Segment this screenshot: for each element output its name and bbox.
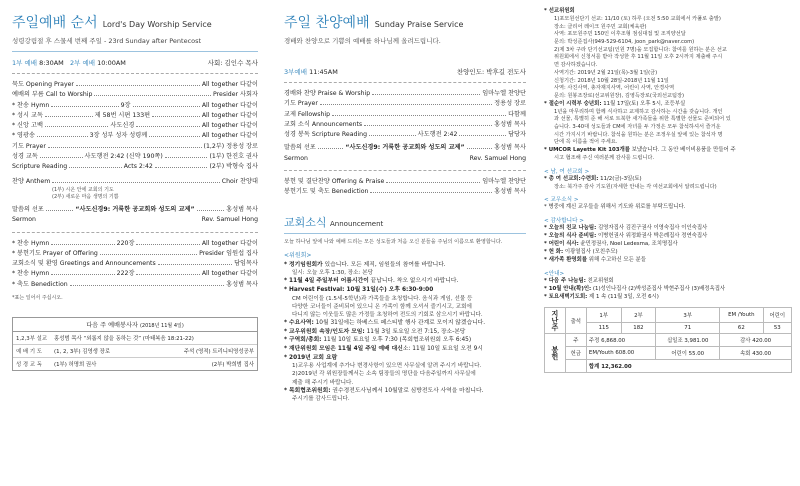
attendance-label: 출석 bbox=[565, 308, 586, 334]
news-item: * 수요사역: 10월 31일에는 하베스트 페스티발 행사 관계로 모이지 않겠습니다. bbox=[284, 320, 486, 327]
sermon-row: 말씀의 선포 “사도신경9: 거룩한 공교회와 성도의 교제” 홍성범 목사 bbox=[284, 144, 527, 152]
order-row: 봉헌기도 및 축도 Benediction 홍성범 목사 bbox=[284, 188, 526, 196]
praise-subtitle: 경배와 찬양으로 기쁨의 예배를 하나님께 올려드립니다. bbox=[284, 37, 441, 45]
category-thanks: < 감사합니다 > bbox=[544, 218, 584, 225]
news-item: * 2019년 교회 요람 bbox=[284, 354, 338, 361]
news-item: * 10월 안내(확)인: (1)성인나집사 (2)박성준집사 박현주집사 (3)배정옥집사 bbox=[544, 285, 726, 292]
item-detail: 신청기간: 2018년 10월 28일-2018년 11월 11일 bbox=[554, 77, 669, 84]
praise-service-column bbox=[274, 0, 532, 486]
news-item: * 총 여 선교회:수련회: 11/2(금)-3일(토) bbox=[544, 175, 642, 182]
news-item: * 목회협조위원회: 권수경전도사님께서 10월말로 심방전도사 사역을 마칩니다. bbox=[284, 387, 484, 394]
item-detail: 과 선물, 특별히 준 해 서로 트북한 새가족들을 위한 특별한 선물도 준비되어 있 bbox=[554, 116, 731, 123]
order-list-2 bbox=[12, 239, 258, 290]
service-2-label: 2부 예배 bbox=[69, 59, 96, 67]
item-detail: 면 감사하겠습니다. bbox=[554, 62, 598, 69]
order-row: 예배의 부름 Call to Worship Presider 사회자 bbox=[12, 91, 258, 99]
order-row: 교회 소식 Announcements 홍성범 목사 bbox=[284, 120, 526, 128]
order-row: 봉헌 및 결단찬양 Offering & Praise 임마누엘 찬양단 bbox=[284, 178, 526, 186]
news-item: * 11월 4일 주일부터 어름시간이 끝납니다. 착오 없으시기 바랍니다. bbox=[284, 278, 459, 285]
order-row: 교제 Fellowship 다함께 bbox=[284, 110, 526, 118]
service-times bbox=[12, 58, 258, 67]
news-item: * 토요새벽기도회: 제 1 속 (11월 3일, 오전 6시) bbox=[544, 293, 659, 300]
item-detail: 제출 해 주시기 바랍니다. bbox=[292, 379, 354, 386]
category-committee: <위원회> bbox=[284, 251, 312, 259]
order-row: 성경 봉독 Scripture Reading 사도행전 2:42 담당자 bbox=[284, 131, 527, 139]
praise-order-list-2 bbox=[284, 177, 526, 198]
item-detail: 장소: 북가주 감사 기도원(자세한 안내는 각 여선교회에서 알려드립니다) bbox=[554, 183, 717, 190]
announcement-lead: 오늘 하나님 앞에 나와 예배 드리는 모든 성도들과 처음 오신 분들을 주님의 이름으로 환영합니다. bbox=[284, 238, 503, 245]
praise-time: 3부예배 11:45AM 찬양인도: 박후길 전도사 bbox=[284, 68, 526, 76]
divider bbox=[12, 51, 258, 52]
attendance-offering-table: 지난주 출석 1부 2부 3부 EM /Youth 어린이 115 182 71 62 53 봉헌 주 주정 6,868.00 십일조 3,981.00 감사 420.00 헌금 EM/Youth 608.00 어린이 55.00 속회 430.00 합계 12,362.00 bbox=[544, 307, 792, 373]
mission-news bbox=[544, 8, 792, 163]
item-detail: 주시기를 감사드립니다. bbox=[292, 396, 350, 403]
announcement-title: 교회소식 Announcement bbox=[284, 215, 384, 229]
announcement-list bbox=[284, 261, 526, 404]
offering-total: 합계 12,362.00 bbox=[586, 360, 791, 373]
news-item: * 절순이 시력부 숭년회: 11월 17일(토) 오후 5시, 조등부실 bbox=[544, 100, 686, 107]
news-item: * UMCOR Layette Kit 103개를 보냈습니다. 그 동안 베이비용품을 만들어 주 bbox=[544, 147, 736, 154]
news-item: * 오늘의 친교 나눔팀: 김영자집사 김진구권사 이영숙집사 이인숙집사 bbox=[544, 225, 708, 232]
item-detail: 시간 가지시기 바랍니다. 참석을 원하는 분은 조정우실 앞에 있는 참석자 명 bbox=[554, 131, 723, 138]
divider bbox=[284, 233, 526, 234]
order-row: * 봉헌기도 Prayer of Offering Presider 임원섭 집사 bbox=[12, 249, 258, 257]
standing-note: *표는 일어서 주십시오. bbox=[12, 295, 63, 302]
news-item: * 병중에 계신 교우들을 위해서 기도와 위로를 부탁드립니다. bbox=[544, 204, 686, 211]
news-item: * 재단위원회 모임은 11월 4일 주일 예배 대신소: 11월 10일 토요일 오전 9시 bbox=[284, 346, 483, 353]
sermon-row: 말씀의 선포 “사도신경9: 거룩한 공교회와 성도의 교제” 홍성범 목사 bbox=[12, 205, 259, 213]
worship-order-column bbox=[0, 0, 268, 486]
item-detail: 다양한 코너들이 준비되어 있으니 온 가족이 함께 오셔서 즐기시고, 교회에 bbox=[292, 303, 472, 310]
offering-label: 봉헌 bbox=[545, 334, 566, 373]
news-item: * Harvest Festival: 10월 31일(수) 오후 6:30-9:00 bbox=[284, 287, 434, 294]
anthem-sub: (2부) 새로운 마음 생명의 기쁨 bbox=[52, 193, 119, 200]
sermon-en-row: Sermon Rev. Samuel Hong bbox=[284, 154, 526, 162]
category-members: < 교우소식 > bbox=[544, 197, 579, 204]
order-row: * 신앙 고백 사도신경 All together 다같이 bbox=[12, 122, 259, 130]
item-detail: 1)포모원선단기 선교: 11/10 (토) 하루 (오전 5:50 교회에서 카풀로 출발) bbox=[554, 15, 721, 22]
item-detail: 문의: 원봉조장로(선교위원장), 김영득장로(국외선교팀장) bbox=[554, 92, 685, 99]
news-item: * 다음 주 나눔팀: 친교위원회 bbox=[544, 277, 614, 284]
order-row: 교회소식 및 환영 Greetings and Announcements 담임목사 bbox=[12, 260, 258, 268]
item-detail: 문의: 박성준집사(949-529-6104, joon_park@naver.com) bbox=[554, 39, 695, 46]
order-row: * 축도 Benediction 홍성범 목사 bbox=[12, 280, 258, 288]
order-row: 경배와 찬양 Praise & Worship 임마누엘 찬양단 bbox=[284, 90, 526, 97]
order-row: 성경 교독 사도행전 2:42 (신약 190쪽) (1부) 한진호 권사 bbox=[12, 153, 259, 161]
order-list bbox=[12, 80, 258, 173]
next-week-row: 예 배 기 도 (1, 2, 3부) 김영생 장로 주석 (영적) 트리니티영성공부 bbox=[13, 345, 257, 358]
praise-order-list bbox=[284, 89, 526, 140]
next-week-servers: 다음 주 예배봉사자 (2018년 11월 4일) 1,2,3부 설교 홍성범 목사 “외롭지 않을 동하는 것” (마태복음 18:21-22) 예 배 기 도 (1, 2, 3부) 김영생 장로 주석 (영적) 트리니티영성공부 성 경 교 독 (1부) 허명희 권사 (2부) 박희범 집사 bbox=[12, 317, 258, 371]
news-item: * 교우위원회 속장/인도자 모임: 11월 3일 토요일 오전 7:15, 장소-본당 bbox=[284, 328, 466, 335]
news-item: * 정기임원회가 있습니다. 모든 제직, 임원들의 참여를 바랍니다. bbox=[284, 261, 446, 268]
divider bbox=[12, 73, 258, 74]
item-detail: CM 어린이들 (1.5세-5학년)과 가족들을 초청합니다. 음식과 게임, 선물 등 bbox=[292, 295, 473, 302]
item-detail: 위원회에서 신청서를 받아 작성한 후 11월 11일 오후 2시까지 제출해 주시 bbox=[554, 54, 723, 61]
next-week-row: 성 경 교 독 (1부) 허명희 권사 (2부) 박희범 집사 bbox=[16, 362, 254, 369]
order-row: * 찬송 Hymn 9장 All together 다같이 bbox=[12, 101, 259, 109]
order-row: * 찬송 Hymn 222장 All together 다같이 bbox=[12, 270, 259, 278]
order-row: 기도 Prayer 정용성 장로 bbox=[284, 100, 526, 108]
news-column bbox=[536, 0, 800, 486]
order-row: Scripture Reading Acts 2:42 (2부) 박형숙 집사 bbox=[12, 163, 258, 171]
news-item: * 구역회/총회: 11월 10일 토요일 오후 7:30 (목회협조위원회 오후 6:45) bbox=[284, 337, 472, 344]
item-detail: 사역: 사진사역, 총자재지사역, 어린이 사역, 안경사역 bbox=[554, 85, 675, 92]
item-detail: 사역: 포모원주민 150인 이후조형 점심대접 및 조직양선달 bbox=[554, 31, 686, 38]
item-detail: 1년을 마무리하며 함께 식사하고 교제하고 감사하는 시간을 갖습니다. 개인 bbox=[554, 108, 723, 115]
praise-title-ko: 주일 찬양예배 bbox=[284, 15, 370, 31]
news-item: * 오늘의 식사 준비팀: 이병헌권사 위정화권사 박은례집사 정연숙집사 bbox=[544, 233, 708, 240]
worship-title-en: Lord's Day Worship Service bbox=[102, 20, 212, 29]
service-1-label: 1부 예배 bbox=[12, 59, 38, 67]
item-detail: 단에 꼭 이름을 적어 주세요. bbox=[554, 139, 618, 146]
order-row: 기도 Prayer (1,2부) 정용성 장로 bbox=[12, 142, 258, 150]
item-detail: 1)교우용 사업계에 추가나 변경사항이 있으면 사무실에 알려 주시기 바랍니다. bbox=[292, 363, 482, 370]
news-item: * 선교위원회 bbox=[544, 8, 575, 14]
anthem-sub: (1부) 시온 안에 교회의 기도 bbox=[52, 186, 114, 193]
service-2-time: 10:00AM bbox=[97, 59, 126, 67]
presider: 사회: 김인수 목사 bbox=[207, 59, 258, 67]
category-info: <안내> bbox=[544, 270, 565, 277]
item-detail: 일시: 오늘 오후 1:30, 장소: 본당 bbox=[292, 270, 374, 277]
praise-title-en: Sunday Praise Service bbox=[374, 20, 464, 29]
item-detail: 다니지 않는 이웃들도 많은 가정들 초청하여 전도의 기회로 삼으시기 바랍니다. bbox=[292, 312, 483, 319]
order-row: 묵도 Opening Prayer All together 다같이 bbox=[12, 81, 258, 88]
next-week-row: 1,2,3부 설교 홍성범 목사 “외롭지 않을 동하는 것” (마태복음 18:21-22) bbox=[13, 332, 257, 345]
order-row: * 찬송 Hymn 220장 All together 다같이 bbox=[12, 239, 259, 247]
sermon-en-row: Sermon Rev. Samuel Hong bbox=[12, 216, 258, 224]
news-item: * 헌 화: 이광열집사 (모친추모) bbox=[544, 248, 618, 255]
news-item: * 어린이 식사: 윤민정권사, Noel Ledesma, 조치명집사 bbox=[544, 241, 678, 247]
item-detail: 시고 협조해 주신 여러분께 감사를 드립니다. bbox=[554, 154, 655, 161]
divider bbox=[284, 82, 526, 83]
category-mission: < 남, 여 선교회 > bbox=[544, 168, 590, 175]
worship-subtitle: 성령강림절 후 스물세 번째 주일 - 23rd Sunday after Pentecost bbox=[12, 37, 202, 45]
item-detail: 2)2019년 각 위원장들께서는 소속 팀장들의 명단을 다음주일까지 사무실에 bbox=[292, 371, 476, 378]
order-row: 찬양 Anthem Choir 찬양대 bbox=[12, 177, 258, 185]
service-1-time: 8:30AM bbox=[39, 59, 64, 67]
item-detail: 장소: 클리어 레이크 원주민 교회(체육관) bbox=[554, 23, 647, 30]
divider bbox=[284, 170, 526, 171]
order-row: * 영광송 3장 성부 성자 성령께 All together 다같이 bbox=[12, 132, 258, 140]
item-detail: 사역기간: 2019년 2월 21일(목)-3월 1일(금) bbox=[554, 69, 658, 76]
item-detail: 2)제 3차 구라 단기선교팀(인원 7명)을 모집합니다: 참여를 원하는 분은 선교 bbox=[554, 46, 727, 53]
item-detail: 습니다. 3-40대 성도들과 CM에 자녀를 두 가정은 모두 참석하셔서 즐거운 bbox=[554, 123, 721, 130]
worship-title-ko: 주일예배 순서 bbox=[12, 15, 98, 31]
divider bbox=[12, 232, 258, 233]
last-week-label: 지난주 bbox=[545, 308, 566, 334]
news-item: * 새가족 환영회를 위해 수고하신 모든 분들 bbox=[544, 256, 646, 263]
order-row: * 성시 교독 제 58번 시편 133편 All together 다같이 bbox=[12, 111, 259, 119]
